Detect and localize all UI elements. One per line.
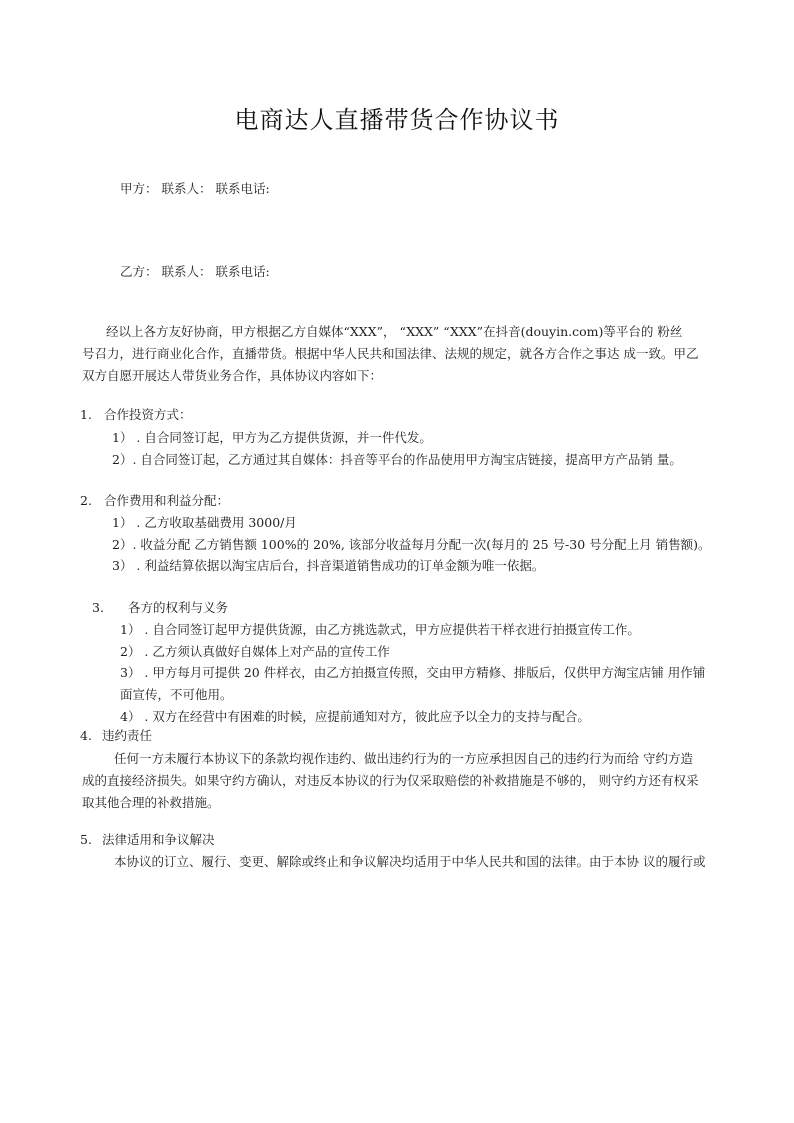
section-1-item: 1） . 自合同签订起，甲方为乙方提供货源，并一件代发。: [112, 430, 432, 445]
section-1-number: 1.: [80, 407, 92, 422]
party-b-line: 乙方： 联系人： 联系电话:: [120, 264, 270, 279]
section-3-item: 4） . 双方在经营中有困难的时候，应提前通知对方，彼此应予以全力的支持与配合。: [120, 709, 590, 724]
section-2-item: 2）. 收益分配 乙方销售额 100%的 20%, 该部分收益每月分配一次(每月的 25 号-30 号分配上月 销售额)。: [112, 537, 711, 552]
section-2-number: 2.: [80, 493, 92, 508]
section-2-item: 1） . 乙方收取基础费用 3000/月: [112, 515, 297, 530]
intro-line-1: 经以上各方友好协商，甲方根据乙方自媒体“XXX”， “XXX” “XXX”在抖音(douyin.com)等平台的 粉丝: [106, 324, 683, 339]
section-2-item: 3） . 利益结算依据以淘宝店后台，抖音渠道销售成功的订单金额为唯一依据。: [112, 558, 545, 573]
section-5-number: 5.: [80, 832, 92, 847]
section-3-number: 3.: [92, 600, 104, 615]
section-4-paragraph-line: 成的直接经济损失。如果守约方确认，对违反本协议的行为仅采取赔偿的补救措施是不够的， 则守约方还有权采: [82, 773, 699, 788]
section-5-paragraph-line: 本协议的订立、履行、变更、解除或终止和争议解决均适用于中华人民共和国的法律。由于本协 议的履行或: [114, 854, 706, 869]
section-5-heading: 法律适用和争议解决: [102, 832, 215, 847]
section-4-paragraph-line: 取其他合理的补救措施。: [82, 795, 220, 810]
section-2-heading: 合作费用和利益分配：: [104, 493, 230, 508]
section-4-number: 4.: [80, 728, 92, 743]
section-3-item: 1） . 自合同签订起甲方提供货源，由乙方挑选款式，甲方应提供若干样衣进行拍摄宣传工作。: [120, 622, 640, 637]
section-3-item: 2） . 乙方须认真做好自媒体上对产品的宣传工作: [120, 644, 390, 659]
section-1-item: 2）. 自合同签订起，乙方通过其自媒体：抖音等平台的作品使用甲方淘宝店链接，提高甲方产品销 量。: [112, 452, 682, 467]
section-3-item: 3） . 甲方每月可提供 20 件样衣，由乙方拍摄宣传照，交由甲方精修、排版后，仅供甲方淘宝店铺 用作铺: [120, 665, 706, 680]
intro-line-2: 号召力，进行商业化合作，直播带货。根据中华人民共和国法律、法规的规定，就各方合作之事达 成一致。甲乙: [82, 346, 699, 361]
section-3-heading: 各方的权利与义务: [128, 600, 229, 615]
section-4-paragraph-line: 任何一方未履行本协议下的条款均视作违约、做出违约行为的一方应承担因自己的违约行为而给 守约方造: [114, 751, 693, 766]
document-title: 电商达人直播带货合作协议书: [234, 106, 560, 134]
section-3-item-continued: 面宣传，不可他用。: [120, 687, 233, 702]
party-a-line: 甲方： 联系人： 联系电话:: [120, 181, 270, 196]
section-1-heading: 合作投资方式：: [104, 407, 192, 422]
intro-line-3: 双方自愿开展达人带货业务合作，具体协议内容如下：: [82, 368, 383, 383]
section-4-heading: 违约责任: [102, 728, 153, 743]
